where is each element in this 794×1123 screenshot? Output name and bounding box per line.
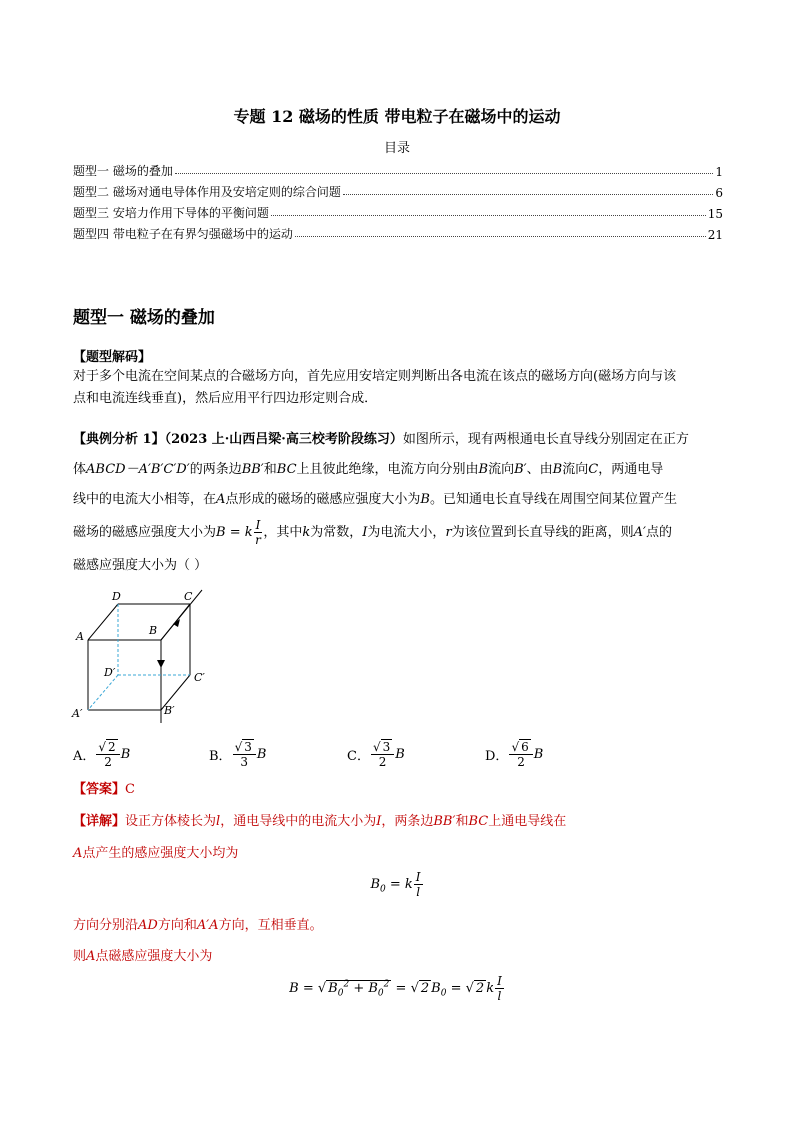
question-text: 点形成的磁场的磁感应强度大小为: [225, 492, 421, 507]
toc-item-page: 15: [707, 207, 723, 221]
math-symbol: B: [431, 981, 441, 996]
detail-line: [73, 915, 723, 937]
math-symbol: B: [478, 462, 489, 477]
detail-line: [73, 843, 723, 865]
question-text: 、由: [526, 462, 553, 477]
toc-leader: [271, 215, 706, 216]
fraction-numerator: I: [255, 518, 261, 532]
label-D-prime: D′: [104, 666, 116, 679]
fraction-numerator: I: [415, 870, 421, 884]
toc-item-label: 题型二 磁场对通电导体作用及安培定则的综合问题: [73, 185, 341, 199]
question-text: 磁场的磁感应强度大小为: [73, 525, 217, 540]
choice-a[interactable]: [73, 740, 130, 769]
radicand: 2: [420, 981, 430, 996]
decode-text: [73, 366, 723, 410]
toc-item-page: 1: [715, 165, 723, 179]
decode-label: 【题型解码】: [73, 350, 152, 365]
math-symbol: B: [370, 877, 381, 892]
fraction-denominator: l: [497, 989, 502, 1003]
math-symbol: BB′: [433, 814, 456, 829]
math-symbol: A: [86, 949, 96, 964]
detail-label: 【详解】: [73, 814, 126, 829]
math-symbol: + B: [349, 981, 378, 996]
math-symbol: r: [445, 525, 452, 540]
label-D: D: [112, 590, 121, 603]
math-symbol: =: [446, 981, 466, 996]
math-symbol: I: [362, 525, 368, 540]
label-B: B: [149, 624, 158, 637]
decode-line: 对于多个电流在空间某点的合磁场方向，首先应用安培定则判断出各电流在该点的磁场方向(磁场方向与该: [73, 369, 677, 384]
equation-b0: [0, 870, 794, 899]
fraction: [509, 740, 532, 769]
answer-value: C: [125, 782, 135, 797]
label-C-prime: C′: [194, 671, 205, 684]
math-symbol: B: [256, 747, 267, 762]
question-line: [73, 515, 725, 551]
math-symbol: B: [120, 747, 131, 762]
toc-item-label: 题型三 安培力作用下导体的平衡问题: [73, 206, 269, 220]
question-line: [73, 551, 725, 581]
question-text: 。已知通电长直导线在周围空间某位置产生: [429, 492, 677, 507]
radicand: 2: [108, 740, 116, 754]
toc-leader: [175, 173, 714, 174]
math-symbol: B = k: [216, 525, 253, 540]
detail-text: 上通电导线在: [488, 814, 567, 829]
fraction-denominator: 2: [517, 755, 525, 769]
choice-letter: C．: [347, 749, 370, 764]
toc-leader: [343, 194, 714, 195]
math-symbol: A: [216, 492, 226, 507]
detail-line: [73, 811, 723, 833]
question-text: 如图所示，现有两根通电长直导线分别固定在正方: [402, 432, 689, 447]
page-title: 专题 12 磁场的性质 带电粒子在磁场中的运动: [233, 107, 561, 126]
math-symbol: k: [486, 981, 495, 996]
detail-text: 则: [73, 949, 87, 964]
question-text: 流向: [488, 462, 515, 477]
question-text: 为电流大小，: [367, 525, 446, 540]
answer-label: 【答案】: [73, 782, 126, 797]
fraction-denominator: r: [255, 533, 261, 547]
detail-text: 点磁感应强度大小为: [95, 949, 213, 964]
fraction-denominator: l: [416, 885, 421, 899]
question-text: 流向: [562, 462, 589, 477]
toc-heading: 目录: [383, 141, 410, 156]
math-symbol: l: [216, 814, 221, 829]
fraction-numerator: √ 3: [233, 740, 256, 755]
math-symbol: B: [328, 981, 338, 996]
radicand: 2: [475, 981, 485, 996]
math-symbol: BC: [276, 462, 297, 477]
math-subscript: 0: [377, 988, 384, 999]
fraction-numerator: I: [497, 974, 502, 988]
choice-letter: B．: [209, 749, 232, 764]
decode-line: 点和电流连线垂直)，然后应用平行四边形定则合成．: [73, 391, 378, 406]
choice-letter: A．: [73, 749, 96, 764]
question-text: 和: [263, 462, 277, 477]
detail-line: [73, 946, 723, 968]
question-text: 线中的电流大小相等，在: [73, 492, 217, 507]
fraction: [233, 740, 256, 769]
label-C: C: [184, 590, 193, 603]
question-text: 体: [73, 462, 87, 477]
question-line: [73, 455, 725, 485]
fraction-denominator: 2: [378, 755, 387, 769]
math-symbol: BB′: [241, 462, 264, 477]
detail-text: ，通电导线中的电流大小为: [220, 814, 377, 829]
math-superscript: 2: [383, 979, 390, 990]
label-A-prime: A′: [72, 707, 83, 720]
fraction: [96, 740, 119, 769]
toc-item[interactable]: [73, 179, 723, 200]
choice-c[interactable]: [347, 740, 405, 769]
toc-item[interactable]: [73, 200, 723, 221]
toc-leader: [295, 236, 706, 237]
math-symbol: B′: [514, 462, 527, 477]
cube-figure: [70, 588, 220, 728]
math-symbol: B =: [289, 981, 318, 996]
detail-text: 方向和: [157, 918, 197, 933]
example-source: （2023 上·山西吕梁·高三校考阶段练习）: [164, 432, 403, 447]
detail-text: 方向分别沿: [73, 918, 139, 933]
choice-b[interactable]: [209, 740, 266, 769]
question-text: 为该位置到长直导线的距离，则: [451, 525, 634, 540]
example-question: [73, 425, 725, 581]
radicand: [326, 979, 391, 999]
toc-item-page: 6: [715, 186, 723, 200]
math-symbol: C: [588, 462, 599, 477]
question-text: ，其中: [263, 525, 303, 540]
toc-item[interactable]: [73, 158, 723, 179]
detail-text: 方向，互相垂直。: [218, 918, 323, 933]
detail-text: ，两条边: [381, 814, 434, 829]
example-label: 【典例分析 1】: [73, 432, 165, 447]
question-line: [73, 425, 725, 455]
label-A: A: [76, 630, 84, 643]
question-text: 为常数，: [310, 525, 363, 540]
math-symbol: B: [533, 747, 544, 762]
math-subscript: 0: [380, 884, 386, 895]
choice-letter: D．: [485, 749, 509, 764]
label-B-prime: B′: [164, 704, 175, 717]
choice-d[interactable]: [485, 740, 543, 769]
math-symbol: BC: [468, 814, 489, 829]
toc-item-label: 题型四 带电粒子在有界匀强磁场中的运动: [73, 227, 293, 241]
math-symbol: B: [552, 462, 563, 477]
question-text: 点的: [646, 525, 673, 540]
fraction: [254, 518, 263, 547]
fraction: [414, 870, 423, 899]
math-symbol: I: [376, 814, 382, 829]
fraction-numerator: √ 3: [371, 740, 394, 755]
toc-item[interactable]: [73, 221, 723, 242]
edge-DA: [88, 604, 118, 640]
section-title: 题型一 磁场的叠加: [73, 308, 215, 328]
question-text: 上且彼此绝缘，电流方向分别由: [296, 462, 479, 477]
math-symbol: = k: [385, 877, 413, 892]
table-of-contents: [73, 158, 723, 242]
hidden-edge-DA: [88, 675, 118, 710]
fraction-numerator: √ 6: [509, 740, 532, 755]
detail-text: 和: [455, 814, 469, 829]
fraction-denominator: 3: [240, 755, 249, 769]
question-text: 的两条边: [189, 462, 242, 477]
fraction-numerator: √ 2: [96, 740, 119, 755]
wire-BC: [161, 590, 202, 640]
radicand: 6: [521, 740, 529, 754]
toc-item-page: 21: [707, 228, 723, 242]
question-line: [73, 485, 725, 515]
detail-text: 点产生的感应强度大小均为: [82, 846, 239, 861]
math-subscript: 0: [440, 988, 447, 999]
math-symbol: =: [391, 981, 411, 996]
math-symbol: A′: [633, 525, 647, 540]
fraction: [495, 974, 504, 1003]
current-arrow-down-icon: [157, 660, 165, 668]
math-superscript: 2: [343, 979, 350, 990]
math-subscript: 0: [337, 988, 344, 999]
math-symbol: B: [395, 747, 405, 762]
radicand: 3: [244, 740, 252, 754]
math-symbol: A: [73, 846, 83, 861]
question-text: ，两通电导: [598, 462, 664, 477]
question-text: 磁感应强度大小为（ ）: [73, 558, 208, 573]
answer: [73, 779, 723, 801]
math-symbol: k: [302, 525, 311, 540]
math-symbol: ABCD－A′B′C′D′: [86, 462, 190, 477]
fraction-denominator: 2: [104, 755, 112, 769]
math-symbol: B: [420, 492, 430, 507]
math-symbol: AD: [138, 918, 158, 933]
equation-b: B = √ $B_0^2 + B_0^2$ = √ 2 $B_0$ = √ 2 k $\frac{I}{l}$: [289, 974, 502, 1003]
math-symbol: A′A: [196, 918, 219, 933]
detail-text: 设正方体棱长为: [125, 814, 217, 829]
fraction: [371, 740, 394, 769]
toc-item-label: 题型一 磁场的叠加: [73, 164, 173, 178]
radicand: 3: [382, 740, 391, 754]
